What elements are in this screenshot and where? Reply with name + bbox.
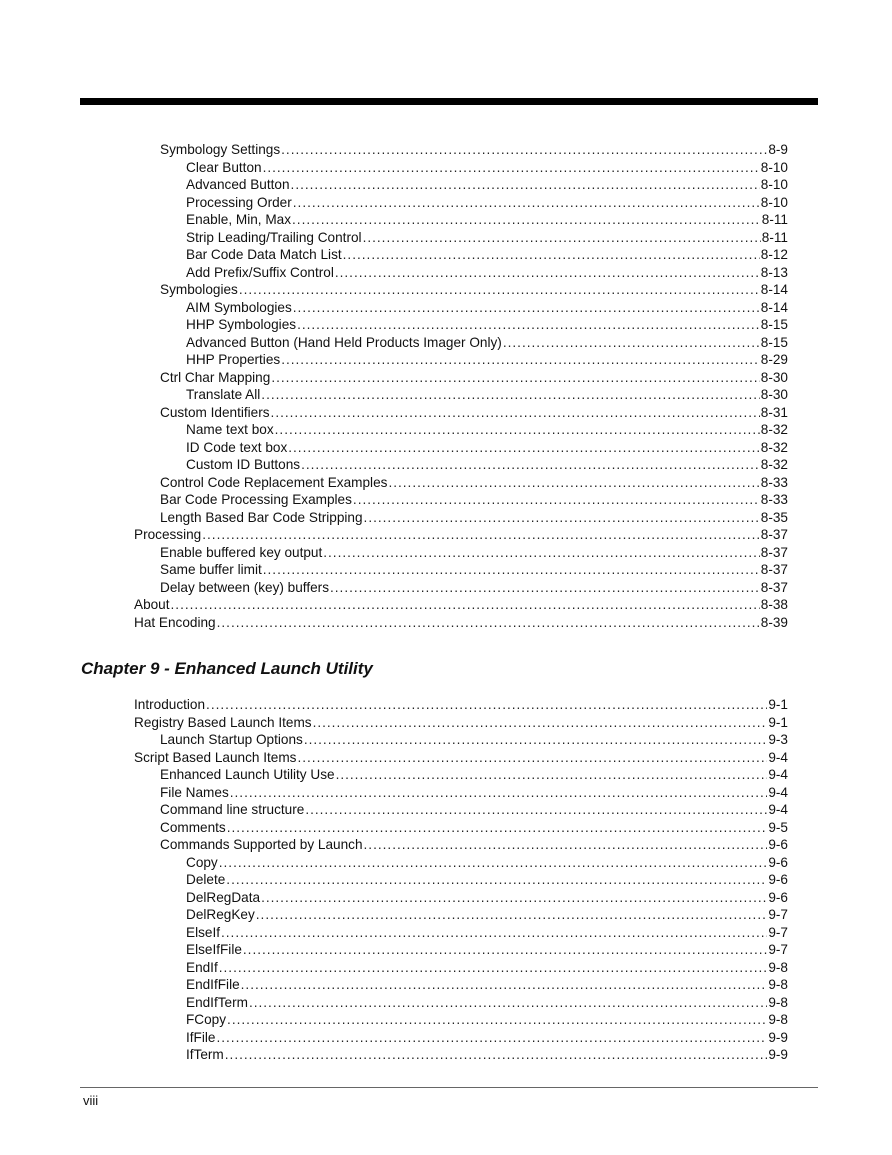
toc-entry-page: 8-32 bbox=[760, 457, 788, 472]
toc-entry-page: 9-4 bbox=[768, 749, 788, 765]
toc-entry[interactable] bbox=[160, 491, 788, 508]
toc-entry-page: 8-15 bbox=[760, 317, 788, 332]
dot-leader bbox=[281, 141, 767, 158]
toc-entry-title: EndIf bbox=[186, 959, 218, 975]
dot-leader bbox=[239, 281, 760, 298]
toc-entry[interactable] bbox=[186, 439, 788, 456]
toc-entry[interactable] bbox=[160, 509, 788, 526]
toc-entry-page: 8-32 bbox=[760, 439, 788, 455]
toc-entry-page: 8-31 bbox=[760, 404, 788, 420]
toc-entry[interactable] bbox=[186, 316, 788, 333]
dot-leader bbox=[304, 731, 768, 748]
toc-entry-page: 9-4 bbox=[768, 767, 788, 782]
toc-entry[interactable] bbox=[186, 421, 788, 438]
dot-leader bbox=[288, 439, 760, 456]
dot-leader bbox=[261, 889, 767, 906]
dot-leader bbox=[353, 491, 760, 508]
toc-entry[interactable] bbox=[186, 941, 788, 958]
toc-entry-page: 8-10 bbox=[760, 177, 788, 192]
toc-entry-title: AIM Symbologies bbox=[186, 299, 292, 315]
dot-leader bbox=[293, 194, 760, 211]
toc-entry[interactable] bbox=[160, 801, 788, 818]
toc-entry-page: 9-6 bbox=[768, 872, 788, 887]
toc-entry[interactable] bbox=[186, 1029, 788, 1046]
toc-entry-title: Copy bbox=[186, 854, 218, 870]
toc-entry-title: Delay between (key) buffers bbox=[160, 579, 329, 595]
toc-entry-page: 9-5 bbox=[768, 819, 788, 835]
toc-entry-title: DelRegKey bbox=[186, 907, 255, 922]
toc-entry-page: 9-9 bbox=[768, 1047, 788, 1062]
toc-entry-title: Add Prefix/Suffix Control bbox=[186, 264, 334, 280]
toc-entry[interactable] bbox=[186, 959, 788, 976]
toc-entry[interactable] bbox=[160, 561, 788, 578]
toc-entry-page: 9-8 bbox=[768, 1012, 788, 1027]
toc-entry-page: 9-1 bbox=[768, 714, 788, 730]
toc-entry[interactable] bbox=[160, 281, 788, 298]
toc-entry-title: Launch Startup Options bbox=[160, 732, 303, 747]
toc-entry[interactable] bbox=[134, 749, 788, 766]
toc-entry-page: 8-37 bbox=[760, 527, 788, 542]
dot-leader bbox=[241, 976, 768, 993]
dot-leader bbox=[297, 316, 760, 333]
toc-entry-title: Comments bbox=[160, 819, 226, 835]
toc-entry-title: Translate All bbox=[186, 387, 261, 402]
toc-entry-page: 9-8 bbox=[768, 994, 788, 1010]
toc-entry[interactable] bbox=[186, 176, 788, 193]
toc-entry[interactable] bbox=[160, 784, 788, 801]
toc-entry-title: Bar Code Data Match List bbox=[186, 247, 342, 262]
toc-entry-page: 8-29 bbox=[760, 352, 788, 367]
toc-entry-page: 8-30 bbox=[760, 369, 788, 385]
toc-entry[interactable] bbox=[186, 906, 788, 923]
toc-entry-title: Custom ID Buttons bbox=[186, 457, 301, 472]
toc-entry-page: 8-35 bbox=[760, 509, 788, 525]
toc-entry-title: Advanced Button bbox=[186, 177, 290, 192]
toc-entry-page: 9-7 bbox=[768, 942, 788, 957]
toc-entry-title: Ctrl Char Mapping bbox=[160, 369, 271, 385]
toc-entry-title: Delete bbox=[186, 872, 226, 887]
toc-entry-title: ElseIf bbox=[186, 924, 220, 940]
toc-entry-title: HHP Symbologies bbox=[186, 317, 297, 332]
dot-leader bbox=[261, 386, 759, 403]
page-number: viii bbox=[83, 1093, 99, 1108]
dot-leader bbox=[291, 176, 760, 193]
chapter-heading[interactable]: Chapter 9 - Enhanced Launch Utility bbox=[81, 659, 373, 678]
toc-entry[interactable] bbox=[186, 351, 788, 368]
toc-entry-page: 8-33 bbox=[760, 492, 788, 507]
toc-entry[interactable] bbox=[186, 334, 788, 351]
toc-entry[interactable] bbox=[186, 924, 788, 941]
dot-leader bbox=[227, 1011, 767, 1028]
toc-entry-title: Command line structure bbox=[160, 802, 305, 817]
toc-entry-title: Symbologies bbox=[160, 282, 238, 297]
toc-entry-page: 8-32 bbox=[760, 422, 788, 437]
toc-entry-title: File Names bbox=[160, 784, 229, 800]
toc-entry[interactable] bbox=[160, 731, 788, 748]
toc-entry[interactable] bbox=[186, 1011, 788, 1028]
toc-entry[interactable] bbox=[186, 246, 788, 263]
dot-leader bbox=[281, 351, 760, 368]
toc-entry-title: Hat Encoding bbox=[134, 614, 216, 630]
toc-entry-page: 8-14 bbox=[760, 299, 788, 315]
header-rule bbox=[80, 98, 818, 105]
toc-entry-title: Symbology Settings bbox=[160, 142, 281, 157]
toc-entry-page: 8-33 bbox=[760, 474, 788, 490]
toc-entry-title: About bbox=[134, 597, 170, 612]
toc-entry[interactable] bbox=[160, 544, 788, 561]
dot-leader bbox=[313, 714, 768, 731]
toc-entry-page: 8-10 bbox=[760, 194, 788, 210]
toc-entry-page: 8-11 bbox=[761, 212, 788, 227]
toc-entry[interactable] bbox=[186, 264, 788, 281]
toc-entry-page: 9-6 bbox=[768, 854, 788, 870]
dot-leader bbox=[388, 474, 759, 491]
dot-leader bbox=[226, 871, 767, 888]
dot-leader bbox=[202, 526, 760, 543]
toc-entry[interactable] bbox=[186, 194, 788, 211]
toc-entry-page: 9-1 bbox=[768, 697, 788, 712]
toc-entry[interactable] bbox=[160, 141, 788, 158]
toc-entry[interactable] bbox=[186, 871, 788, 888]
toc-entry-title: ID Code text box bbox=[186, 439, 288, 455]
toc-entry-page: 9-3 bbox=[768, 732, 788, 747]
toc-entry[interactable] bbox=[160, 404, 788, 421]
footer-rule bbox=[80, 1087, 818, 1088]
toc-entry-page: 8-12 bbox=[760, 247, 788, 262]
toc-entry-title: Name text box bbox=[186, 422, 274, 437]
dot-leader bbox=[305, 801, 767, 818]
toc-entry-page: 9-8 bbox=[768, 959, 788, 975]
dot-leader bbox=[271, 369, 759, 386]
toc-entry[interactable] bbox=[186, 889, 788, 906]
dot-leader bbox=[219, 959, 768, 976]
toc-entry[interactable] bbox=[186, 211, 788, 228]
toc-entry-title: Introduction bbox=[134, 697, 206, 712]
toc-entry[interactable] bbox=[186, 994, 788, 1011]
toc-entry[interactable] bbox=[160, 836, 788, 853]
dot-leader bbox=[230, 784, 768, 801]
toc-entry-title: Custom Identifiers bbox=[160, 404, 270, 420]
toc-entry[interactable] bbox=[186, 299, 788, 316]
toc-entry-title: Same buffer limit bbox=[160, 562, 262, 577]
toc-entry-page: 8-14 bbox=[760, 282, 788, 297]
dot-leader bbox=[249, 994, 767, 1011]
toc-entry-page: 9-4 bbox=[768, 802, 788, 817]
toc-entry-page: 9-8 bbox=[768, 977, 788, 992]
toc-entry-title: Enhanced Launch Utility Use bbox=[160, 767, 335, 782]
dot-leader bbox=[221, 924, 767, 941]
toc-entry-title: Enable, Min, Max bbox=[186, 212, 292, 227]
toc-entry-page: 9-7 bbox=[768, 907, 788, 922]
toc-entry-title: Clear Button bbox=[186, 159, 262, 175]
toc-entry[interactable] bbox=[160, 369, 788, 386]
dot-leader bbox=[297, 749, 767, 766]
dot-leader bbox=[364, 836, 768, 853]
toc-entry[interactable] bbox=[186, 976, 788, 993]
toc-entry-title: Processing Order bbox=[186, 194, 292, 210]
dot-leader bbox=[216, 1029, 767, 1046]
toc-entry[interactable] bbox=[160, 819, 788, 836]
toc-entry-page: 9-6 bbox=[768, 889, 788, 905]
dot-leader bbox=[275, 421, 760, 438]
toc-entry-page: 8-38 bbox=[760, 597, 788, 612]
toc-entry-page: 9-6 bbox=[768, 837, 788, 852]
toc-entry[interactable] bbox=[186, 1046, 788, 1063]
toc-entry[interactable] bbox=[186, 854, 788, 871]
dot-leader bbox=[364, 509, 760, 526]
toc-entry[interactable] bbox=[134, 696, 788, 713]
toc-entry-page: 8-37 bbox=[760, 544, 788, 560]
dot-leader bbox=[363, 229, 761, 246]
dot-leader bbox=[503, 334, 760, 351]
toc-entry-title: Processing bbox=[134, 527, 202, 542]
toc-entry-page: 8-9 bbox=[768, 142, 788, 157]
toc-entry-title: FCopy bbox=[186, 1012, 227, 1027]
toc-entry-page: 8-37 bbox=[760, 579, 788, 595]
toc-entry-title: Advanced Button (Hand Held Products Imager Only) bbox=[186, 334, 502, 350]
toc-entry-title: Script Based Launch Items bbox=[134, 749, 297, 765]
dot-leader bbox=[219, 854, 768, 871]
dot-leader bbox=[293, 299, 760, 316]
toc-entry-title: Enable buffered key output bbox=[160, 544, 323, 560]
toc-entry[interactable] bbox=[134, 614, 788, 631]
toc-entry-page: 8-13 bbox=[760, 264, 788, 280]
toc-entry-page: 8-11 bbox=[761, 229, 788, 245]
dot-leader bbox=[301, 456, 760, 473]
toc-entry-title: Control Code Replacement Examples bbox=[160, 474, 388, 490]
dot-leader bbox=[256, 906, 768, 923]
toc-entry-title: HHP Properties bbox=[186, 352, 281, 367]
toc-entry-title: Registry Based Launch Items bbox=[134, 714, 312, 730]
toc-entry[interactable] bbox=[186, 229, 788, 246]
toc-entry[interactable] bbox=[160, 579, 788, 596]
toc-entry[interactable] bbox=[134, 714, 788, 731]
toc-entry-title: Strip Leading/Trailing Control bbox=[186, 229, 362, 245]
toc-entry-page: 8-37 bbox=[760, 562, 788, 577]
toc-entry[interactable] bbox=[134, 526, 788, 543]
dot-leader bbox=[336, 766, 768, 783]
dot-leader bbox=[171, 596, 760, 613]
toc-entry-title: DelRegData bbox=[186, 889, 261, 905]
toc-entry-title: Length Based Bar Code Stripping bbox=[160, 509, 363, 525]
dot-leader bbox=[225, 1046, 768, 1063]
toc-entry-title: Commands Supported by Launch bbox=[160, 837, 363, 852]
toc-entry-title: IfTerm bbox=[186, 1047, 224, 1062]
toc-entry-page: 8-39 bbox=[760, 614, 788, 630]
toc-entry[interactable] bbox=[134, 596, 788, 613]
toc-entry-page: 9-7 bbox=[768, 924, 788, 940]
toc-entry[interactable] bbox=[160, 766, 788, 783]
toc-entry[interactable] bbox=[186, 159, 788, 176]
toc-entry-page: 9-4 bbox=[768, 784, 788, 800]
dot-leader bbox=[330, 579, 760, 596]
toc-entry[interactable] bbox=[160, 474, 788, 491]
toc-entry-title: Bar Code Processing Examples bbox=[160, 492, 352, 507]
dot-leader bbox=[323, 544, 760, 561]
dot-leader bbox=[343, 246, 760, 263]
dot-leader bbox=[263, 159, 760, 176]
dot-leader bbox=[243, 941, 767, 958]
dot-leader bbox=[292, 211, 761, 228]
toc-entry-page: 8-10 bbox=[760, 159, 788, 175]
toc-entry-title: IfFile bbox=[186, 1029, 216, 1045]
dot-leader bbox=[217, 614, 760, 631]
dot-leader bbox=[271, 404, 760, 421]
toc-entry-page: 9-9 bbox=[768, 1029, 788, 1045]
toc-entry-title: EndIfTerm bbox=[186, 994, 248, 1010]
dot-leader bbox=[206, 696, 767, 713]
toc-entry[interactable] bbox=[186, 456, 788, 473]
toc-entry-page: 8-15 bbox=[760, 334, 788, 350]
dot-leader bbox=[263, 561, 760, 578]
toc-entry-title: ElseIfFile bbox=[186, 942, 242, 957]
dot-leader bbox=[335, 264, 760, 281]
toc-entry[interactable] bbox=[186, 386, 788, 403]
toc-entry-title: EndIfFile bbox=[186, 977, 240, 992]
toc-entry-page: 8-30 bbox=[760, 387, 788, 402]
dot-leader bbox=[227, 819, 768, 836]
